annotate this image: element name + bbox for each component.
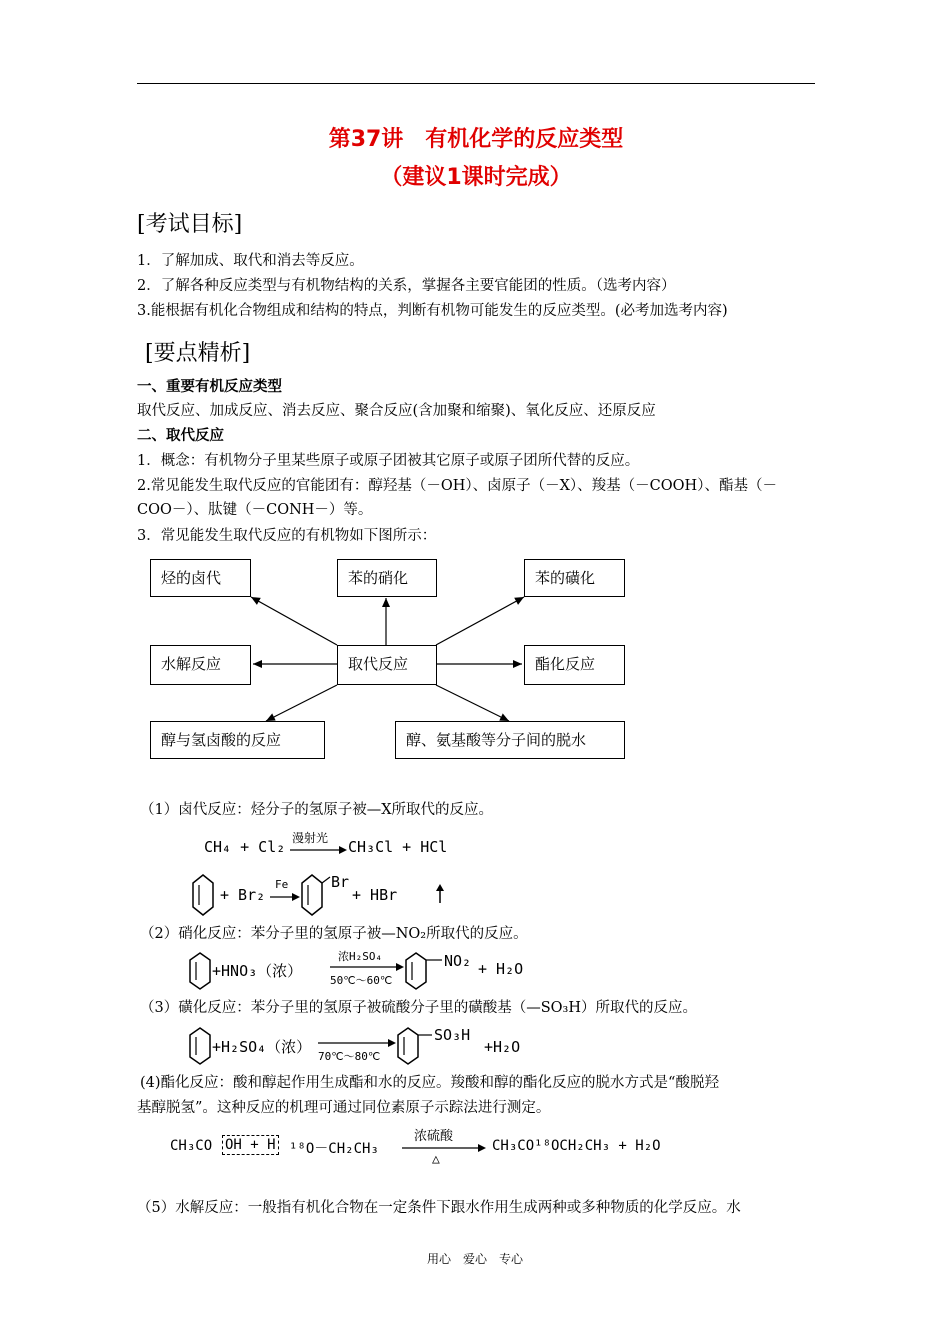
reaction-1-eq2-substituent: Br (331, 873, 350, 891)
reaction-4-right: CH₃CO¹⁸OCH₂CH₃ + H₂O (492, 1138, 661, 1154)
reaction-1-eq2-condition: Fe (275, 878, 289, 891)
reaction-2-condition-bottom: 50℃～60℃ (330, 974, 393, 987)
goal-item-2: 2．了解各种反应类型与有机物结构的关系，掌握各主要官能团的性质。（选考内容） (137, 278, 676, 294)
reaction-3-condition-bottom: 70℃～80℃ (318, 1050, 381, 1063)
reaction-2-substituent: NO₂ (444, 952, 472, 970)
reaction-2-left: +HNO₃（浓） (212, 962, 303, 980)
reaction-3-left: +H₂SO₄（浓） (212, 1038, 312, 1056)
subsection-2-title: 二、取代反应 (137, 428, 224, 444)
reaction-1-eq2-left: + Br₂ (220, 886, 266, 904)
benzene-ring-icon (396, 1026, 436, 1066)
diagram-box-top-left: 烃的卤代 (150, 559, 251, 597)
reaction-2-desc: （2）硝化反应：苯分子里的氢原子被—NO₂所取代的反应。 (140, 926, 528, 942)
reaction-4-condition-bottom: △ (432, 1152, 440, 1167)
arrow-to-top-left (251, 597, 337, 645)
reaction-1-eq1-left: CH₄ + Cl₂ (204, 838, 286, 856)
reaction-1-eq1-arrow (290, 845, 350, 855)
reaction-3-substituent: SO₃H (434, 1026, 471, 1044)
diagram-box-mid-right: 酯化反应 (524, 645, 625, 685)
paragraph-figure-intro: 3．常见能发生取代反应的有机物如下图所示： (137, 528, 437, 544)
goal-item-1: 1．了解加成、取代和消去等反应。 (137, 253, 364, 269)
subsection-1-text: 取代反应、加成反应、消去反应、聚合反应(含加聚和缩聚)、氧化反应、还原反应 (137, 403, 656, 419)
diagram-box-mid-left: 水解反应 (150, 645, 251, 685)
reaction-2-right: + H₂O (478, 960, 524, 978)
reaction-4-arrow (402, 1143, 488, 1153)
page-subtitle: （建议1课时完成） (380, 165, 572, 190)
diagram-box-top-middle: 苯的硝化 (337, 559, 437, 597)
reaction-3-desc: （3）磺化反应：苯分子里的氢原子被硫酸分子里的磺酸基（—SO₃H）所取代的反应。 (140, 1000, 698, 1016)
paragraph-concept: 1．概念：有机物分子里某些原子或原子团被其它原子或原子团所代替的反应。 (137, 453, 640, 469)
diagram-box-bottom-right: 醇、氨基酸等分子间的脱水 (395, 721, 625, 759)
reaction-1-eq1-right: CH₃Cl + HCl (348, 838, 448, 856)
reaction-4-condition-top: 浓硫酸 (414, 1129, 454, 1144)
reaction-4-left-boxed: OH + H (222, 1135, 279, 1155)
section-goals-heading: [考试目标] (137, 212, 243, 237)
page-footer: 用心 爱心 专心 (426, 1252, 523, 1266)
reaction-3-right: +H₂O (484, 1038, 521, 1056)
section-points-heading: [要点精析] (145, 341, 251, 366)
reaction-4-desc-a: (4)酯化反应：酸和醇起作用生成酯和水的反应。羧酸和醇的酯化反应的脱水方式是“酸脱羟 (140, 1075, 719, 1091)
paragraph-groups-b: COO－）、肽键（－CONH－）等。 (137, 502, 373, 518)
diagram-box-center: 取代反应 (337, 645, 437, 685)
reaction-2-condition-top: 浓H₂SO₄ (338, 950, 383, 963)
reaction-1-eq2-arrow (270, 892, 302, 902)
reaction-1-eq2-right: + HBr (352, 886, 398, 904)
benzene-ring-icon (191, 873, 221, 919)
subsection-1-title: 一、重要有机反应类型 (137, 379, 282, 395)
benzene-ring-icon (404, 951, 444, 991)
diagram-box-top-right: 苯的磺化 (524, 559, 625, 597)
reaction-1-desc: （1）卤代反应：烃分子的氢原子被—X所取代的反应。 (140, 802, 494, 818)
reaction-1-eq1-condition: 漫射光 (292, 831, 329, 845)
arrow-to-bottom-right (436, 685, 509, 721)
reaction-4-left-b: ¹⁸O－CH₂CH₃ (289, 1141, 379, 1157)
paragraph-groups-a: 2.常见能发生取代反应的官能团有：醇羟基（－OH）、卤原子（－X）、羧基（－COOH）、酯基（－ (137, 478, 777, 494)
goal-item-3: 3.能根据有机化合物组成和结构的特点，判断有机物可能发生的反应类型。(必考加选考内容) (137, 303, 728, 319)
reaction-2-arrow (330, 962, 406, 972)
reaction-3-arrow (318, 1038, 398, 1048)
reaction-5-desc: （5）水解反应：一般指有机化合物在一定条件下跟水作用生成两种或多种物质的化学反应。水 (137, 1200, 741, 1216)
benzene-ring-icon (300, 873, 330, 919)
arrow-to-top-right (436, 597, 524, 645)
reaction-4-left-a: CH₃CO (170, 1138, 213, 1154)
reaction-4-desc-b: 基醇脱氢”。这种反应的机理可通过同位素原子示踪法进行测定。 (137, 1100, 551, 1116)
diagram-box-bottom-left: 醇与氢卤酸的反应 (150, 721, 325, 759)
page-title: 第37讲 有机化学的反应类型 (328, 127, 624, 152)
arrow-to-bottom-left (266, 685, 337, 721)
gas-up-arrow-icon (435, 884, 445, 904)
